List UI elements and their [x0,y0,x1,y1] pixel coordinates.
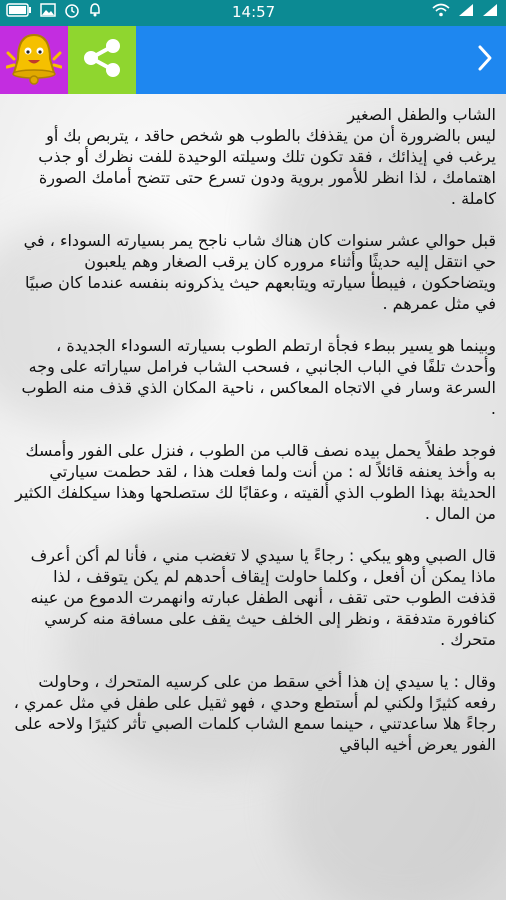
signal-icon [458,3,474,23]
alarm-icon [64,2,80,24]
bell-icon [6,29,62,91]
chevron-right-icon [477,44,493,76]
wifi-icon [432,3,450,23]
article-paragraph: قبل حوالي عشر سنوات كان هناك شاب ناجح يمر بسيارته السوداء ، في حي انتقل إليه حديثًا وأثناء مروره كان يرقب الصغار وهم يلعبون ويتضاحكون ، فيبطأ سيارته ويتابعهم حيث يذكرونه بنفسه عندما كان صبيًا في مثل عمرهم . [23,231,496,313]
status-icons-right [432,4,498,22]
article-paragraph: وقال : يا سيدي إن هذا أخي سقط من على كرسيه المتحرك ، وحاولت رفعه كثيرًا ولكني لم أستطع وحدي ، فهو ثقيل على طفل في مثل عمري ، رجاءً هلا ساعدتني ، حينما سمع الشاب كلمات الصبي تأثر كثيرًا ولاحه على الفور يعرض أخيه الباقي [13,672,496,754]
battery-icon [6,3,32,23]
bell-icon [88,2,102,24]
bell-button[interactable] [0,26,68,94]
article-paragraph: قال الصبي وهو يبكي : رجاءً يا سيدي لا تغضب مني ، فأنا لم أكن أعرف ماذا يمكن أن أفعل ، وكلما حاولت إيقاف أحدهم لم يكن يتوقف ، لذا قذفت الطوب حتى تقف ، أنهى الطفل عبارته وانهمرت الدموع من عينه كنافورة متدفقة ، ونظر إلى الخلف حيث يقف على مسافة منه كرسي متحرك . [30,546,496,649]
article-paragraph: فوجد طفلاً يحمل بيده نصف قالب من الطوب ، فنزل على الفور وأمسك به وأخذ يعنفه قائلاً له : من أنت ولما فعلت هذا ، لقد حطمت سيارتي الحديثة بهذا الطوب الذي ألقيته ، وعقابًا لك ستصلحها وهذا سيكلفك الكثير من المال . [15,441,496,523]
next-button[interactable] [472,40,498,80]
article-area[interactable] [0,94,506,900]
status-bar [0,0,506,26]
status-icons-left [6,4,102,22]
article-paragraph: وبينما هو يسير ببطء فجأة ارتطم الطوب بسيارته السوداء الجديدة ، وأحدث تلفًا في الباب الجانبي ، فسحب الشاب فرامل سياراته على وجه السرعة وسار في الاتجاه المعاكس ، ناحية المكان الذي قذف منه الطوب . [21,336,496,418]
status-time: 14:57 [232,3,276,21]
app-toolbar [0,26,506,94]
article-paragraph: ليس بالضرورة أن من يقذفك بالطوب هو شخص حاقد ، يتربص بك أو يرغب في إيذائك ، فقد تكون تلك وسيلته الوحيدة للفت نظرك أو جذب اهتمامك ، لذا انظر للأمور بروية ودون تسرع حتى تتضح أمامك الصورة كاملة . [38,126,496,208]
signal-icon [482,3,498,23]
share-button[interactable] [68,26,136,94]
article-title: الشاب والطفل الصغير [347,105,496,124]
article-text [12,104,496,776]
share-icon [79,35,125,85]
image-icon [40,3,56,23]
